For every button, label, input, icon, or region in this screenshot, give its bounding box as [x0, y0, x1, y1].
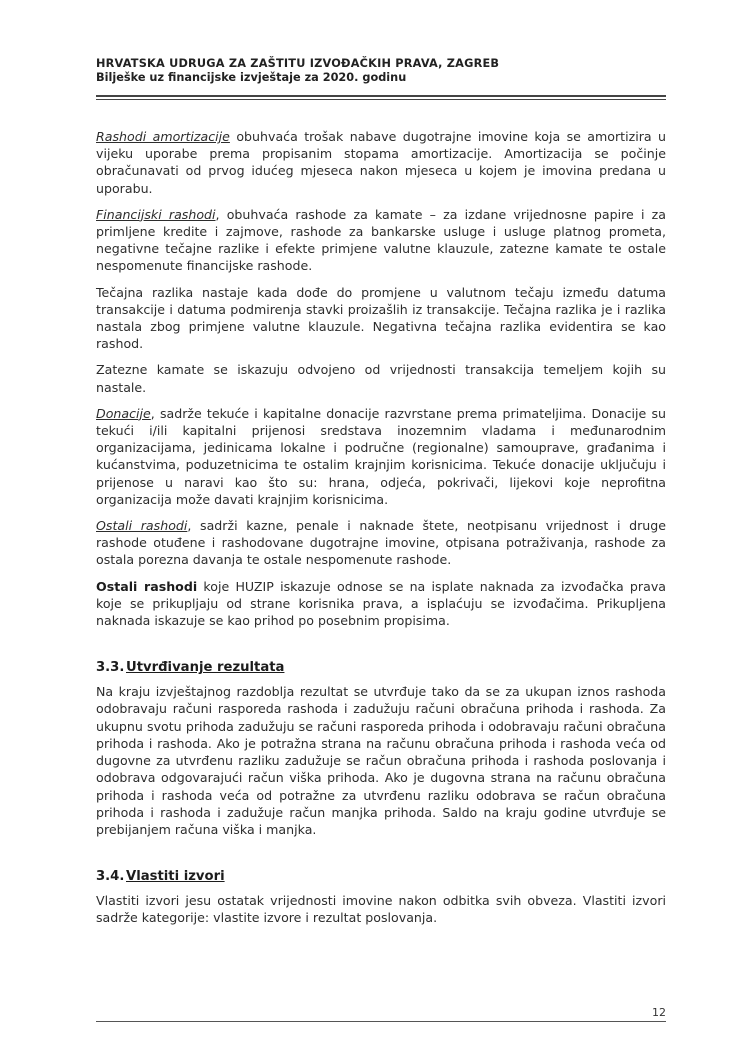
paragraph-utvrdivanje-rezultata: Na kraju izvještajnog razdoblja rezultat se utvrđuje tako da se za ukupan iznos rashoda odobravaju računi rasporeda rashoda i zadužuju računi obračuna prihoda i rashoda. Za ukupnu svotu prihoda zadužuju se računi rasporeda prihoda i odobravaju računi obračuna prihoda i rashoda. Ako je potražna strana na računu obračuna prihoda i rashoda veća od dugovne za utvrđenu razliku zadužuje se račun obračuna prihoda i rashoda poslovanja i odobrava odgovarajući račun viška prihoda. Ako je dugovna strana na računu obračuna prihoda i rashoda veća od potražne za utvrđenu razliku odobrava se račun obračuna prihoda i rashoda i zadužuje račun manjka prihoda. Saldo na kraju godine utvrđuje se prebijanjem računa viška i manjka. — [96, 684, 666, 837]
paragraph-text: koje HUZIP iskazuje odnose se na isplate naknada za izvođačka prava koje se prikupljaju od strane korisnika prava, a isplaćuju se izvođačima. Prikupljena naknada iskazuje se kao prihod po posebnim propisima. — [96, 578, 666, 629]
term-rashodi-amortizacije: Rashodi amortizacije — [96, 129, 230, 144]
paragraph-ostali-rashodi-huzip — [96, 578, 666, 630]
section-title: Vlastiti izvori — [126, 869, 225, 885]
bold-ostali-rashodi: Ostali rashodi — [96, 578, 198, 594]
paragraph-text: , sadrži kazne, penale i naknade štete, neotpisanu vrijednost i druge rashode otuđene i rashodovane dugotrajne imovine, otpisana potraživanja, rashode za ostala porezna davanja te ostale nespomenute rashode. — [96, 518, 666, 568]
section-number: 3.3. — [96, 660, 125, 676]
header-rule-thick — [96, 95, 666, 97]
paragraph-vlastiti-izvori: Vlastiti izvori jesu ostatak vrijednosti imovine nakon odbitka svih obveza. Vlastiti izvori sadrže kategorije: vlastite izvore i rezultat poslovanja. — [96, 893, 666, 926]
document-subtitle: Bilješke uz financijske izvještaje za 2020. godinu — [96, 71, 407, 84]
term-ostali-rashodi: Ostali rashodi — [96, 518, 188, 534]
paragraph-text: , obuhvaća rashode za kamate – za izdane vrijednosne papire i za primljene kredite i zajmove, rashode za bankarske usluge i usluge platnog prometa, negativne tečajne razlike i efekte primjene valutne klauzule, zatezne kamate te ostale nespomenute financijske rashode. — [96, 206, 666, 274]
page-number: 12 — [652, 1006, 666, 1019]
section-title: Utvrđivanje rezultata — [126, 660, 285, 676]
header-rule-thin — [96, 99, 666, 100]
paragraph-zatezne-kamate: Zatezne kamate se iskazuju odvojeno od vrijednosti transakcija temeljem kojih su nastale. — [96, 362, 666, 395]
paragraph-tecajna-razlika: Tečajna razlika nastaje kada dođe do promjene u valutnom tečaju između datuma transakcije i datuma podmirenja stavki proizašlih iz transakcije. Tečajna razlika je i razlika nastala zbog primjene valutne klauzule. Negativna tečajna razlika evidentira se kao rashod. — [96, 284, 666, 352]
paragraph-rashodi-amortizacije — [96, 128, 666, 197]
paragraph-financijski-rashodi — [96, 206, 666, 275]
section-heading-3-3 — [96, 659, 666, 677]
paragraph-ostali-rashodi — [96, 517, 666, 569]
section-heading-3-4 — [96, 868, 666, 886]
term-financijski-rashodi: Financijski rashodi — [96, 206, 216, 222]
paragraph-text: , sadrže tekuće i kapitalne donacije razvrstane prema primateljima. Donacije su tekući i/ili kapitalni prijenosi sredstava inozemnim vladama i međunarodnim organizacijama, jedinicama lokalne i područne (regionalne) samouprave, građanima i kućanstvima, poduzetnicima te ostalim krajnjim korisnicima. Tekuće donacije uključuju i prijenose u naravi kao što su: hrana, odjeća, pokrivači, lijekovi koje neprofitna organizacija može davati krajnjim korisnicima. — [96, 405, 666, 507]
footer-rule — [96, 1021, 666, 1022]
paragraph-text: obuhvaća trošak nabave dugotrajne imovine koja se amortizira u vijeku uporabe prema propisanim stopama amortizacije. Amortizacija se počinje obračunavati od prvog idućeg mjeseca nakon mjeseca u kojem je imovina predana u uporabu. — [96, 129, 666, 196]
section-number: 3.4. — [96, 869, 125, 885]
page-header — [96, 57, 666, 85]
page-content — [96, 128, 666, 936]
term-donacije: Donacije — [96, 405, 151, 421]
paragraph-donacije — [96, 405, 666, 508]
organization-title: HRVATSKA UDRUGA ZA ZAŠTITU IZVOĐAČKIH PRAVA, ZAGREB — [96, 57, 500, 70]
